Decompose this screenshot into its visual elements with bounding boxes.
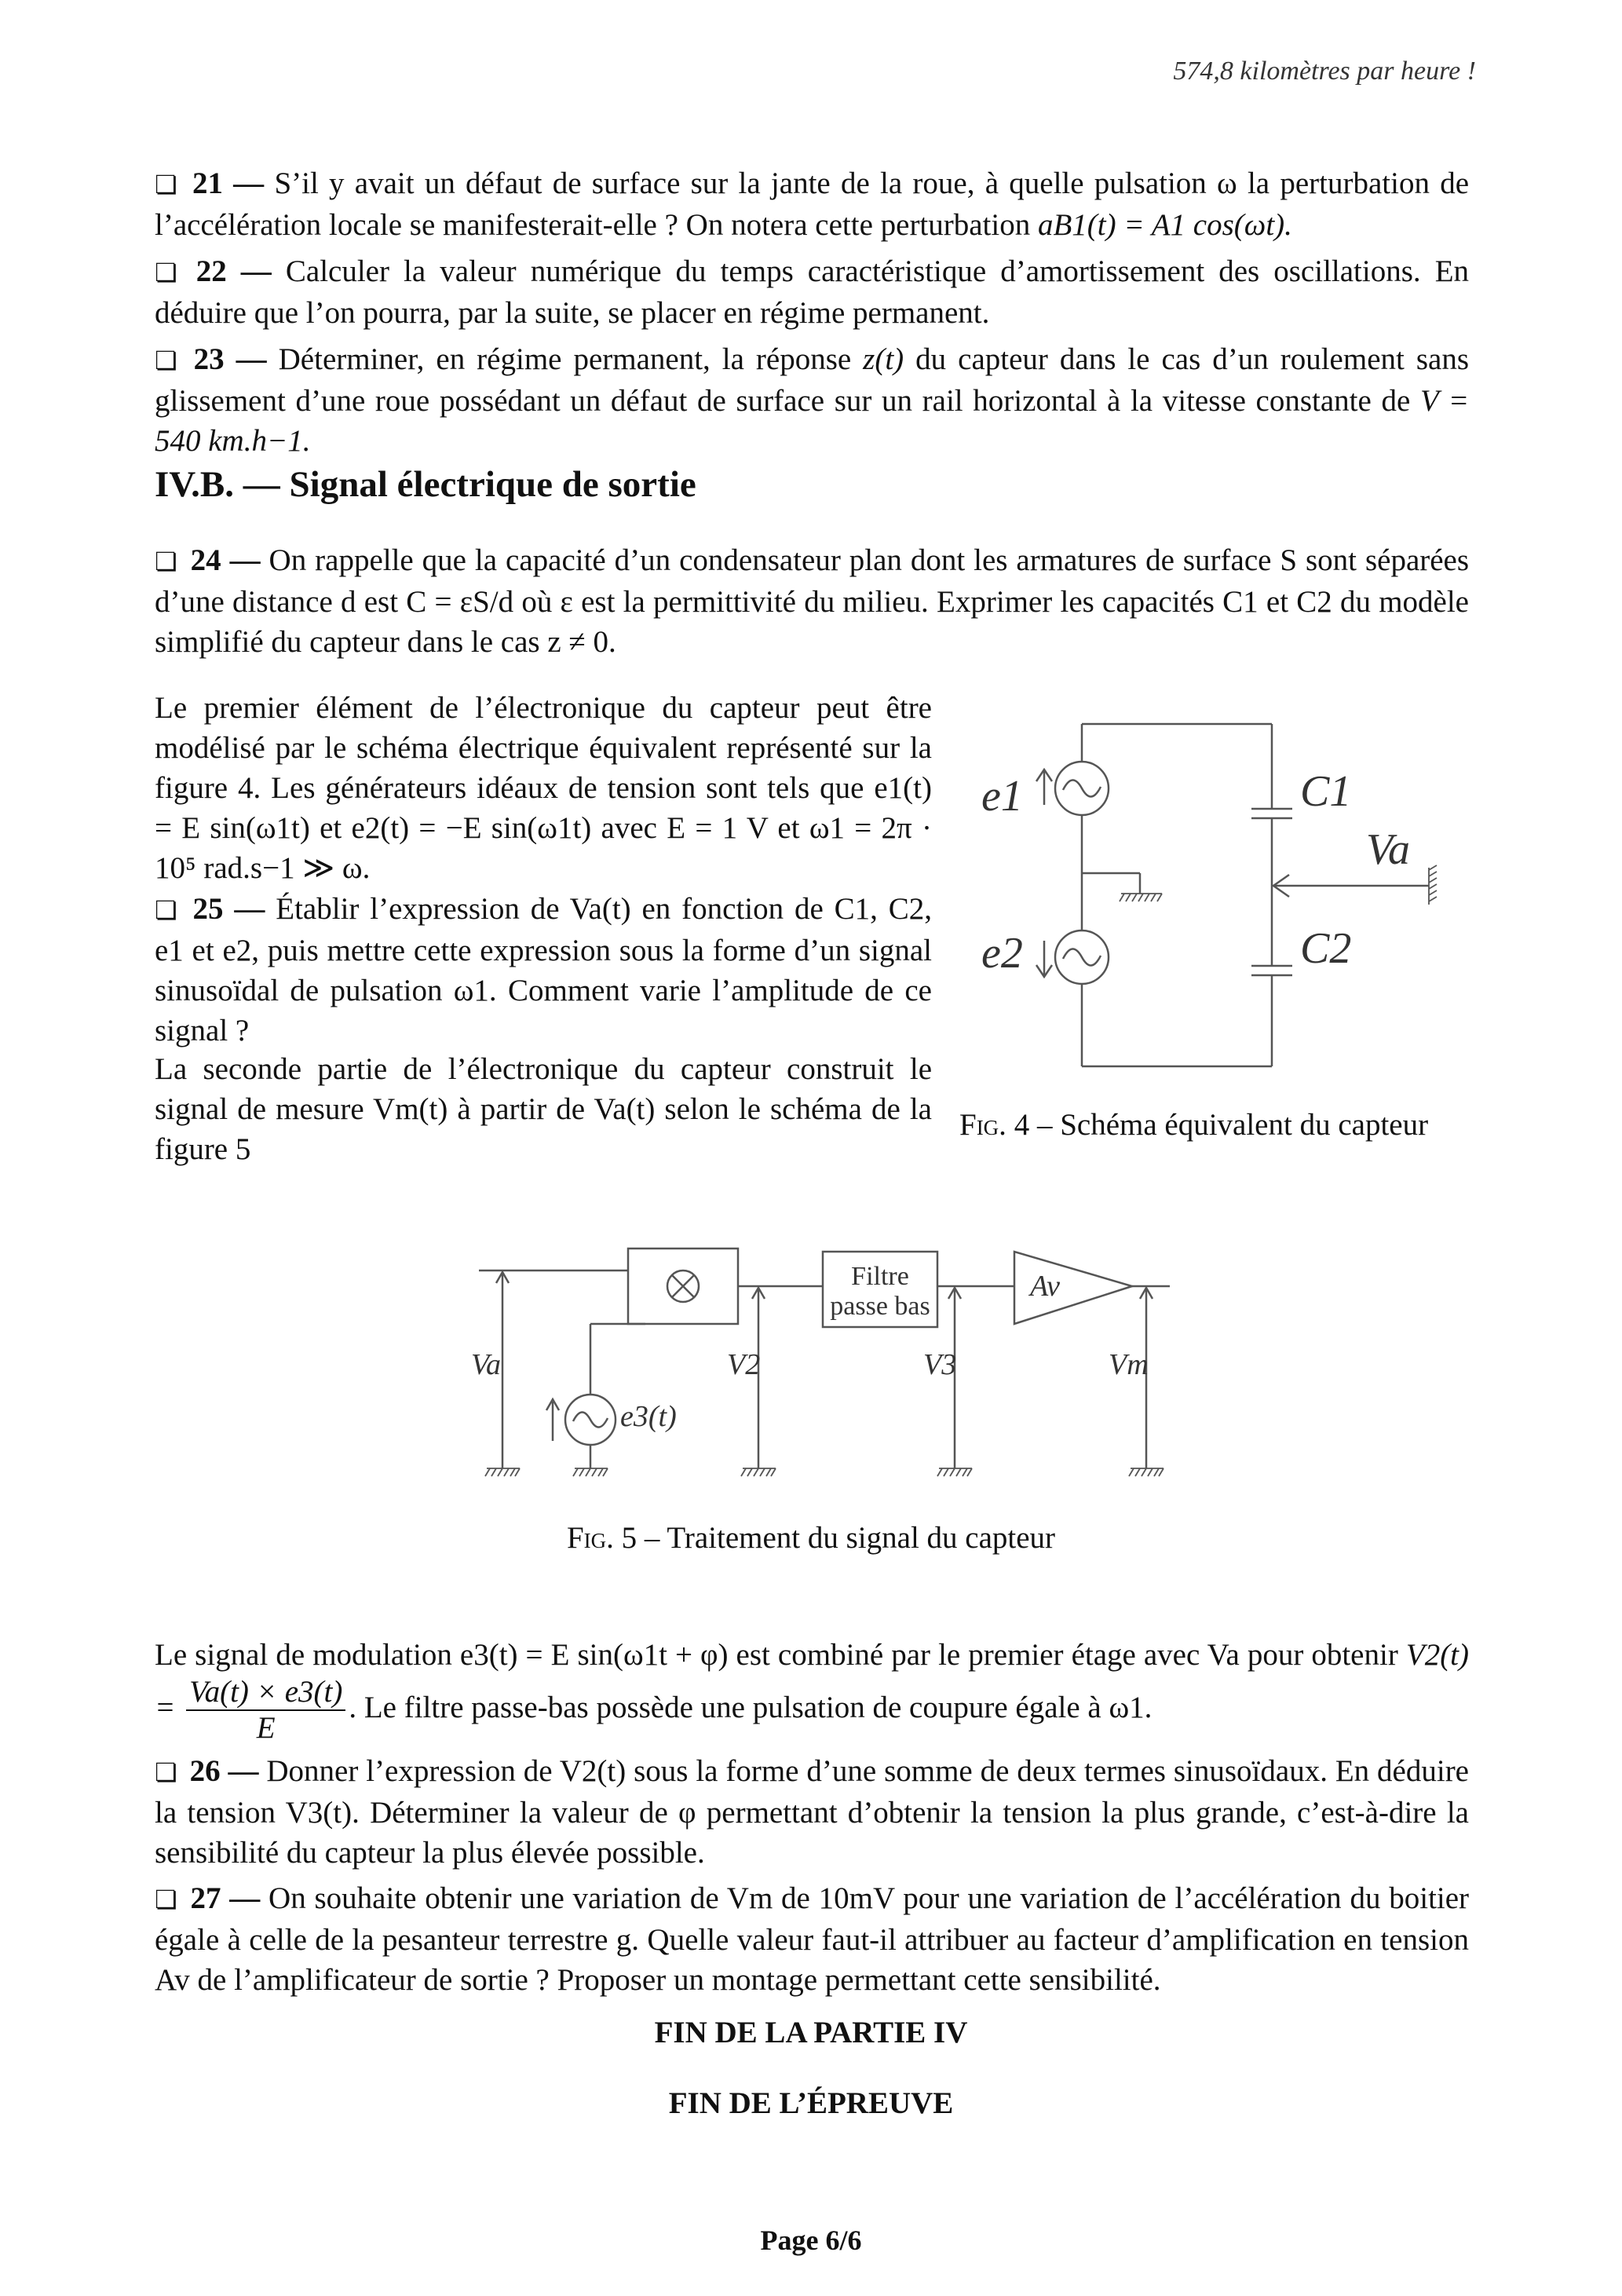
- modulation-text: Le signal de modulation e3(t) = E sin(ω1t + φ) est combiné par le premier étage avec Va pour obtenir: [155, 1638, 1398, 1672]
- page-number: Page 6/6: [760, 2225, 862, 2256]
- ground-icon: [573, 1468, 608, 1476]
- question-number: 21 —: [192, 166, 265, 200]
- question-text: Établir l’expression de Va(t) en fonction de C1, C2, e1 et e2, puis mettre cette expression sous la forme d’un signal sinusoïdal de pulsation ω1. Comment varie l’amplitude de ce signal ?: [155, 892, 933, 1047]
- caption-text: 4 – Schéma équivalent du capteur: [1014, 1108, 1429, 1142]
- question-27: [155, 1878, 1469, 2000]
- label-e1: e1: [981, 772, 1023, 821]
- ground-icon: [485, 1468, 520, 1476]
- fraction-denominator: E: [256, 1711, 276, 1745]
- checkbox-icon: ❏: [155, 345, 177, 375]
- label-v2: V2: [727, 1348, 761, 1381]
- fraction: [186, 1675, 345, 1746]
- question-22: [155, 251, 1469, 333]
- checkbox-icon: ❏: [155, 258, 177, 287]
- figure-5-signal-chain: [471, 1241, 1178, 1492]
- ground-icon: [1429, 865, 1437, 905]
- label-v3: V3: [923, 1348, 957, 1381]
- ground-icon: [1120, 894, 1162, 901]
- question-text: On souhaite obtenir une variation de Vm de 10mV pour une variation de l’accélération du boitier égale à celle de la pesanteur terrestre g. Quelle valeur faut-il attribuer au facteur d’amplification en tension Av de l’amplificateur de sortie ? Proposer un montage permettant cette sensibilité.: [155, 1881, 1470, 1997]
- label-va: Va: [471, 1348, 501, 1381]
- end-of-part: FIN DE LA PARTIE IV: [654, 2016, 968, 2049]
- label-c2: C2: [1300, 924, 1352, 973]
- figure-4-circuit: [966, 707, 1476, 1076]
- sine-icon: [1063, 780, 1101, 796]
- checkbox-icon: ❏: [155, 170, 177, 199]
- figure-prefix: Fig.: [959, 1108, 1006, 1142]
- response-variable: z(t): [863, 342, 904, 376]
- label-av: Av: [1030, 1270, 1060, 1303]
- question-24: [155, 540, 1469, 662]
- question-text: Donner l’expression de V2(t) sous la forme d’une somme de deux termes sinusoïdaux. En déduire la tension V3(t). Déterminer la valeur de φ permettant d’obtenir la tension la plus grande, c’est-à-dire la sensibilité du capteur la plus élevée possible.: [155, 1754, 1469, 1870]
- question-formula: aB1(t) = A1 cos(ωt).: [1037, 208, 1292, 242]
- label-vm: Vm: [1109, 1348, 1149, 1381]
- filter-label-line2: passe bas: [830, 1292, 930, 1321]
- question-number: 23 —: [193, 342, 267, 376]
- modulation-text-end: . Le filtre passe-bas possède une pulsation de coupure égale à ω1.: [349, 1690, 1153, 1724]
- checkbox-icon: ❏: [155, 895, 177, 925]
- label-e3: e3(t): [620, 1400, 677, 1433]
- caption-text: 5 – Traitement du signal du capteur: [621, 1521, 1056, 1555]
- question-25: [155, 889, 932, 1051]
- ground-icon: [1129, 1468, 1164, 1476]
- fraction-numerator: Va(t) × e3(t): [186, 1675, 345, 1711]
- sine-icon: [573, 1412, 608, 1427]
- question-text: du capteur dans le cas d’un roulement sans glissement d’une roue possédant un défaut de surface sur un rail horizontal à la vitesse constante de: [155, 342, 1469, 418]
- end-of-exam: FIN DE L’ÉPREUVE: [668, 2086, 954, 2120]
- filter-label-line1: Filtre: [851, 1262, 909, 1291]
- checkbox-icon: ❏: [155, 1757, 177, 1787]
- running-header: 574,8 kilomètres par heure !: [1173, 57, 1476, 86]
- question-text: Calculer la valeur numérique du temps caractéristique d’amortissement des oscillations. En déduire que l’on pourra, par la suite, se placer en régime permanent.: [155, 254, 1470, 330]
- second-part-paragraph: La seconde partie de l’électronique du capteur construit le signal de mesure Vm(t) à partir de Va(t) selon le schéma de la figure 5: [155, 1052, 932, 1166]
- ground-icon: [937, 1468, 972, 1476]
- question-26: [155, 1751, 1469, 1873]
- question-text: On rappelle que la capacité d’un condensateur plan dont les armatures de surface S sont séparées d’une distance d est C = εS/d où ε est la permittivité du milieu. Exprimer les capacités C1 et C2 du modèle simplifié du capteur dans le cas z ≠ 0.: [155, 543, 1470, 659]
- label-e2: e2: [981, 929, 1023, 978]
- modulation-paragraph: [155, 1635, 1469, 1746]
- question-number: 22 —: [195, 254, 272, 288]
- question-21: [155, 163, 1469, 245]
- question-number: 27 —: [190, 1881, 261, 1915]
- formula-lhs: V2(t) =: [155, 1638, 1470, 1724]
- question-text: S’il y avait un défaut de surface sur la jante de la roue, à quelle pulsation ω la perturbation de l’accélération locale se manifesterait-elle ? On notera cette perturbation: [155, 166, 1470, 242]
- figure-5-caption: [0, 1520, 1622, 1556]
- question-text: Déterminer, en régime permanent, la réponse: [278, 342, 852, 376]
- sine-icon: [1063, 949, 1101, 965]
- question-23: [155, 339, 1469, 461]
- label-c1: C1: [1300, 767, 1352, 816]
- figure-4-caption: [959, 1107, 1428, 1143]
- label-va: Va: [1366, 825, 1410, 874]
- ground-icon: [741, 1468, 776, 1476]
- checkbox-icon: ❏: [155, 547, 177, 576]
- question-number: 24 —: [190, 543, 261, 577]
- figure-prefix: Fig.: [566, 1521, 614, 1555]
- section-title: IV.B. — Signal électrique de sortie: [155, 464, 696, 505]
- speed-value: V = 540 km.h−1.: [155, 384, 1470, 458]
- checkbox-icon: ❏: [155, 1885, 177, 1914]
- question-number: 26 —: [189, 1754, 259, 1788]
- question-number: 25 —: [192, 892, 265, 926]
- electronics-intro: Le premier élément de l’électronique du capteur peut être modélisé par le schéma électrique équivalent représenté sur la figure 4. Les générateurs idéaux de tension sont tels que e1(t) = E sin(ω1t) et e2(t) = −E sin(ω1t) avec E = 1 V et ω1 = 2π · 10⁵ rad.s−1 ≫ ω.: [155, 691, 932, 885]
